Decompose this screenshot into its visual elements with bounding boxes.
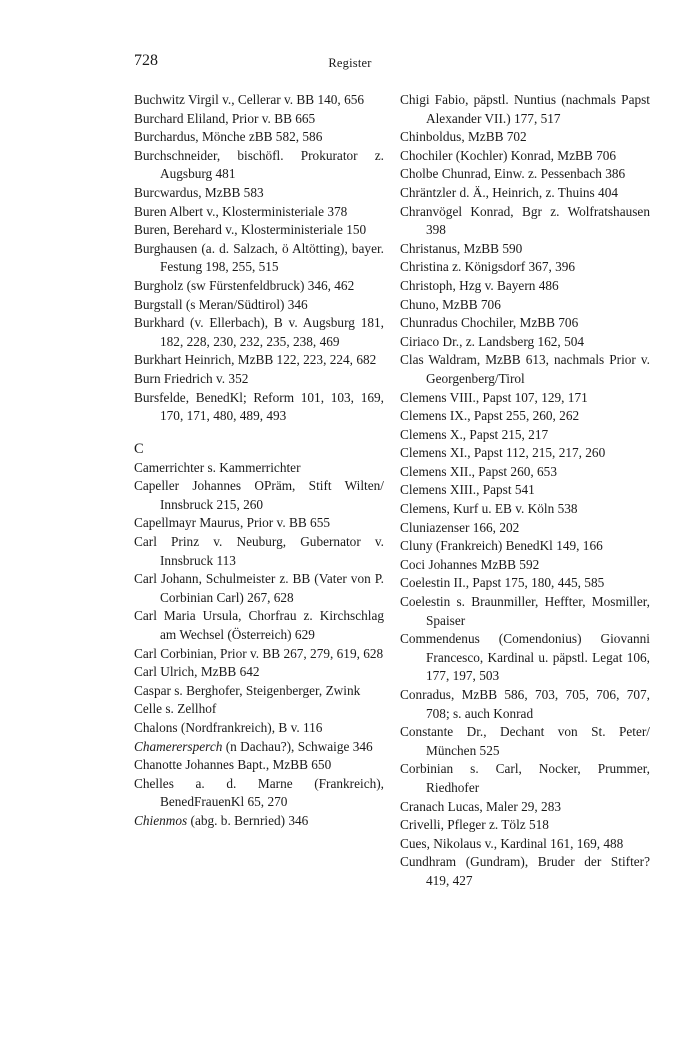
index-entry: Clemens X., Papst 215, 217 bbox=[400, 426, 549, 442]
index-entry: Burn Friedrich v. 352 bbox=[134, 370, 249, 386]
section-spacer bbox=[134, 426, 384, 438]
index-entry: Buchwitz Virgil v., Cellerar v. BB 140, 656 bbox=[134, 92, 365, 107]
section-letter: C bbox=[134, 440, 144, 457]
index-entry: Coelestin II., Papst 175, 180, 445, 585 bbox=[400, 575, 605, 591]
index-entry: Cundhram (Gundram), Bruder der Stifter? 419, 427 bbox=[400, 854, 650, 888]
index-entry: Burghausen (a. d. Salzach, ö Altötting), bayer. Festung 198, 255, 515 bbox=[134, 240, 384, 275]
index-entry: Corbinian s. Carl, Nocker, Prummer, Riedhofer bbox=[400, 761, 650, 795]
index-entry: Burchardus, Mönche zBB 582, 586 bbox=[134, 129, 323, 145]
index-entry: Clemens IX., Papst 255, 260, 262 bbox=[400, 408, 580, 424]
index-entry: Coci Johannes MzBB 592 bbox=[400, 556, 540, 572]
index-entry: Conradus, MzBB 586, 703, 705, 706, 707, 708; s. auch Konrad bbox=[400, 687, 650, 721]
index-entry: Caspar s. Berghofer, Steigenberger, Zwink bbox=[134, 682, 361, 698]
index-entry: Buren, Berehard v., Klosterministeriale 150 bbox=[134, 222, 367, 238]
running-head: Register bbox=[328, 56, 372, 70]
index-entry: Christina z. Königsdorf 367, 396 bbox=[400, 259, 576, 275]
index-entry: Buren Albert v., Klosterministeriale 378 bbox=[134, 203, 348, 219]
index-entry: Chalons (Nordfrankreich), B v. 116 bbox=[134, 720, 323, 735]
index-entry: Capellmayr Maurus, Prior v. BB 655 bbox=[134, 515, 330, 531]
index-entry: Bursfelde, BenedKl; Reform 101, 103, 169, 170, 171, 480, 489, 493 bbox=[134, 389, 384, 424]
index-column-right bbox=[400, 91, 650, 891]
index-entry: Chuno, MzBB 706 bbox=[400, 296, 501, 312]
index-column-left bbox=[134, 91, 384, 831]
index-entry: Burkhart Heinrich, MzBB 122, 223, 224, 682 bbox=[134, 352, 377, 368]
index-entry: Burchard Eliland, Prior v. BB 665 bbox=[134, 110, 316, 126]
index-entry: Christoph, Hzg v. Bayern 486 bbox=[400, 277, 559, 293]
index-entry bbox=[134, 812, 384, 831]
index-entry: Cholbe Chunrad, Einw. z. Pessenbach 386 bbox=[400, 166, 626, 182]
index-entry: Burchschneider, bischöfl. Prokurator z. Augsburg 481 bbox=[134, 147, 384, 182]
index-entry: Chelles a. d. Marne (Frankreich), BenedFrauenKl 65, 270 bbox=[134, 775, 384, 810]
index-entry: Cues, Nikolaus v., Kardinal 161, 169, 488 bbox=[400, 835, 624, 851]
entry-text: (n Dachau?), Schwaige 346 bbox=[222, 738, 373, 754]
index-entry: Clemens, Kurf u. EB v. Köln 538 bbox=[400, 501, 578, 517]
index-entry: Capeller Johannes OPräm, Stift Wilten/ Innsbruck 215, 260 bbox=[134, 478, 384, 512]
entry-text: (abg. b. Bernried) 346 bbox=[187, 812, 309, 828]
index-entry bbox=[134, 738, 384, 757]
index-entry: Chanotte Johannes Bapt., MzBB 650 bbox=[134, 757, 332, 773]
index-entry: Chinboldus, MzBB 702 bbox=[400, 129, 527, 145]
italic-headword: Chamerersperch bbox=[134, 738, 223, 754]
index-entry: Clemens XI., Papst 112, 215, 217, 260 bbox=[400, 445, 606, 461]
index-entry: Chochiler (Kochler) Konrad, MzBB 706 bbox=[400, 147, 617, 163]
index-entry: Burgstall (s Meran/Südtirol) 346 bbox=[134, 296, 308, 312]
index-entry: Crivelli, Pfleger z. Tölz 518 bbox=[400, 817, 549, 833]
page-number: 728 bbox=[134, 52, 158, 69]
index-entry: Chigi Fabio, päpstl. Nuntius (nachmals Papst Alexander VII.) 177, 517 bbox=[400, 92, 650, 126]
index-entry: Carl Prinz v. Neuburg, Gubernator v. Innsbruck 113 bbox=[134, 534, 384, 568]
index-entry: Burgholz (sw Fürstenfeldbruck) 346, 462 bbox=[134, 277, 355, 293]
index-entry: Carl Maria Ursula, Chorfrau z. Kirchschlag am Wechsel (Österreich) 629 bbox=[134, 608, 384, 643]
index-entry: Chunradus Chochiler, MzBB 706 bbox=[400, 315, 579, 331]
italic-headword: Chienmos bbox=[134, 812, 188, 828]
index-entry: Camerrichter s. Kammerrichter bbox=[134, 459, 301, 475]
index-entry: Ciriaco Dr., z. Landsberg 162, 504 bbox=[400, 333, 585, 349]
index-entry: Burcwardus, MzBB 583 bbox=[134, 184, 264, 200]
index-entry: Chranvögel Konrad, Bgr z. Wolfratshausen 398 bbox=[400, 203, 650, 238]
index-entry: Cluny (Frankreich) BenedKl 149, 166 bbox=[400, 538, 603, 554]
index-entry: Commendenus (Comendonius) Giovanni Francesco, Kardinal u. päpstl. Legat 106, 177, 197, 503 bbox=[400, 631, 650, 684]
index-entry: Celle s. Zellhof bbox=[134, 701, 217, 717]
index-entry: Carl Ulrich, MzBB 642 bbox=[134, 664, 260, 680]
index-entry: Cluniazenser 166, 202 bbox=[400, 519, 520, 535]
index-entry: Carl Johann, Schulmeister z. BB (Vater von P. Corbinian Carl) 267, 628 bbox=[134, 571, 384, 605]
index-entry: Clemens XIII., Papst 541 bbox=[400, 482, 535, 498]
index-entry: Cranach Lucas, Maler 29, 283 bbox=[400, 798, 561, 814]
index-entry: Carl Corbinian, Prior v. BB 267, 279, 619, 628 bbox=[134, 645, 384, 661]
index-entry: Christanus, MzBB 590 bbox=[400, 240, 523, 256]
index-entry: Coelestin s. Braunmiller, Heffter, Mosmiller, Spaiser bbox=[400, 594, 650, 628]
index-entry: Burkhard (v. Ellerbach), B v. Augsburg 181, 182, 228, 230, 232, 235, 238, 469 bbox=[134, 315, 384, 349]
index-entry: Clemens VIII., Papst 107, 129, 171 bbox=[400, 389, 588, 405]
index-entry: Clas Waldram, MzBB 613, nachmals Prior v. Georgenberg/Tirol bbox=[400, 352, 650, 386]
index-entry: Constante Dr., Dechant von St. Peter/ München 525 bbox=[400, 724, 650, 758]
index-entry: Chräntzler d. Ä., Heinrich, z. Thuins 404 bbox=[400, 184, 618, 200]
index-entry: Clemens XII., Papst 260, 653 bbox=[400, 463, 557, 479]
